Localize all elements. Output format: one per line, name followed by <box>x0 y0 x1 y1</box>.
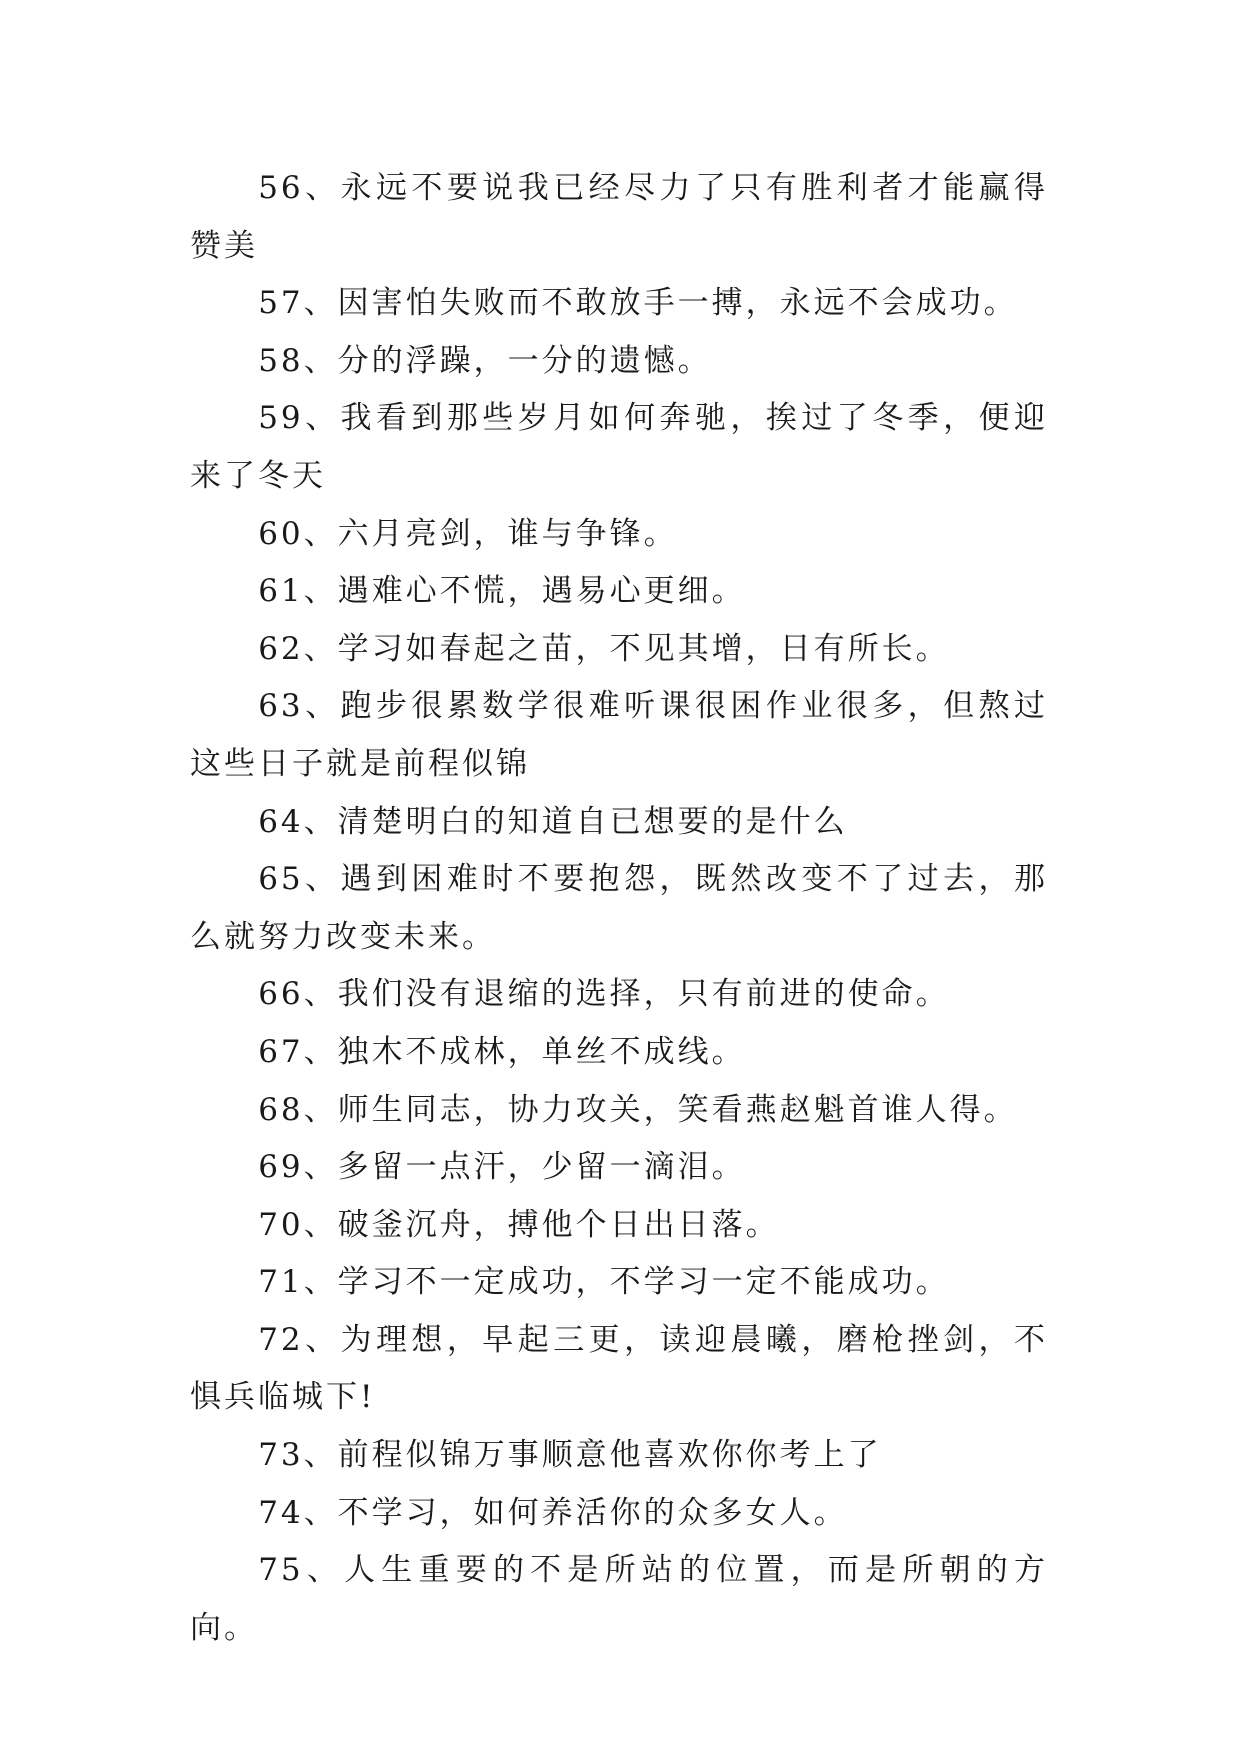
paragraph-69: 69、多留一点汗，少留一滴泪。 <box>258 1149 746 1186</box>
paragraph-68: 68、师生同志，协力攻关，笑看燕赵魁首谁人得。 <box>258 1091 1018 1128</box>
paragraph-75: 75、人生重要的不是所站的位置，而是所朝的方向。 <box>190 1552 1048 1646</box>
paragraph-59: 59、我看到那些岁月如何奔驰，挨过了冬季，便迎来了冬天 <box>190 400 1048 494</box>
paragraph-56: 56、永远不要说我已经尽力了只有胜利者才能赢得赞美 <box>190 170 1048 264</box>
paragraph-58: 58、分的浮躁，一分的遗憾。 <box>258 342 712 379</box>
paragraph-72: 72、为理想，早起三更，读迎晨曦，磨枪挫剑，不惧兵临城下! <box>190 1321 1048 1416</box>
paragraph-74: 74、不学习，如何养活你的众多女人。 <box>258 1494 848 1531</box>
paragraph-60: 60、六月亮剑，谁与争锋。 <box>258 515 678 552</box>
paragraph-67: 67、独木不成林，单丝不成线。 <box>258 1033 746 1070</box>
paragraph-70: 70、破釜沉舟，搏他个日出日落。 <box>258 1206 780 1243</box>
paragraph-63: 63、跑步很累数学很难听课很困作业很多，但熬过这些日子就是前程似锦 <box>190 688 1048 782</box>
paragraph-61: 61、遇难心不慌，遇易心更细。 <box>258 573 746 610</box>
paragraph-65: 65、遇到困难时不要抱怨，既然改变不了过去，那么就努力改变未来。 <box>190 861 1048 955</box>
document-body <box>190 160 1048 1657</box>
paragraph-73: 73、前程似锦万事顺意他喜欢你你考上了 <box>258 1437 882 1474</box>
paragraph-71: 71、学习不一定成功，不学习一定不能成功。 <box>258 1264 950 1301</box>
paragraph-57: 57、因害怕失败而不敢放手一搏，永远不会成功。 <box>258 285 1018 322</box>
paragraph-66: 66、我们没有退缩的选择，只有前进的使命。 <box>258 976 950 1013</box>
paragraph-64: 64、清楚明白的知道自已想要的是什么 <box>258 803 848 840</box>
paragraph-62: 62、学习如春起之苗，不见其增，日有所长。 <box>258 630 950 667</box>
